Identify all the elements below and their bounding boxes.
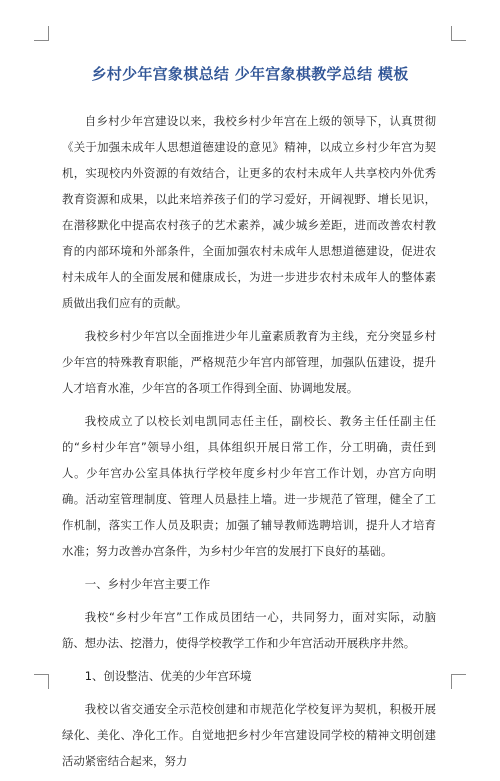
paragraph: 我校成立了以校长刘电凯同志任主任，副校长、教务主任任副主任的“乡村少年宫”领导小组，具体组织开展日常工作，分工明确，责任到人。少年宫办公室具体执行学校年度乡村少年宫工作计划，办宫方向明确。活动室管理制度、管理人员悬挂上墙。进一步规范了管理，健全了工作机制，落实工作人员及职责；加强了辅导教师选聘培训，提升人才培育水准；努力改善办宫条件，为乡村少年宫的发展打下良好的基础。	[62, 414, 436, 558]
page-corner-mark-bottom-left	[34, 674, 49, 689]
section-heading: 一、乡村少年宫主要工作	[84, 577, 211, 591]
page-corner-mark-bottom-right	[451, 674, 466, 689]
document-title: 乡村少年宫象棋总结 少年宫象棋教学总结 模板	[91, 65, 409, 83]
subsection-heading: 1、创设整洁、优美的少年宫环境	[84, 669, 252, 683]
page-corner-mark-top-left	[34, 26, 49, 41]
paragraph: 自乡村少年宫建设以来，我校乡村少年宫在上级的领导下，认真贯彻《关于加强未成年人思想道德建设的意见》精神，以成立乡村少年宫为契机，实现校内外资源的有效结合，让更多的农村未成年人共享校内外优秀教育资源和成果，以此来培养孩子们的学习爱好，开阔视野、增长见识，在潜移默化中提高农村孩子的艺术素养，减少城乡差距，进而改善农村教育的内部环境和外部条件，全面加强农村未成年人思想道德建设，促进农村未成年人的全面发展和健康成长，为进一步进步农村未成年人的整体素质做出我们应有的贡献。	[62, 114, 436, 310]
paragraph: 我校“乡村少年宫”工作成员团结一心，共同努力，面对实际，动脑筋、想办法、挖潜力，使得学校教学工作和少年宫活动开展秩序井然。	[62, 610, 436, 650]
document-body	[62, 108, 436, 781]
page-corner-mark-top-right	[451, 26, 466, 41]
paragraph: 我校乡村少年宫以全面推进少年儿童素质教育为主线，充分突显乡村少年宫的特殊教育职能，严格规范少年宫内部管理，加强队伍建设，提升人才培育水准，少年宫的各项工作得到全面、协调地发展。	[62, 329, 436, 395]
paragraph: 我校以省交通安全示范校创建和市规范化学校复评为契机，积极开展绿化、美化、净化工作。自觉地把乡村少年宫建设同学校的精神文明创建活动紧密结合起来，努力	[62, 702, 436, 768]
